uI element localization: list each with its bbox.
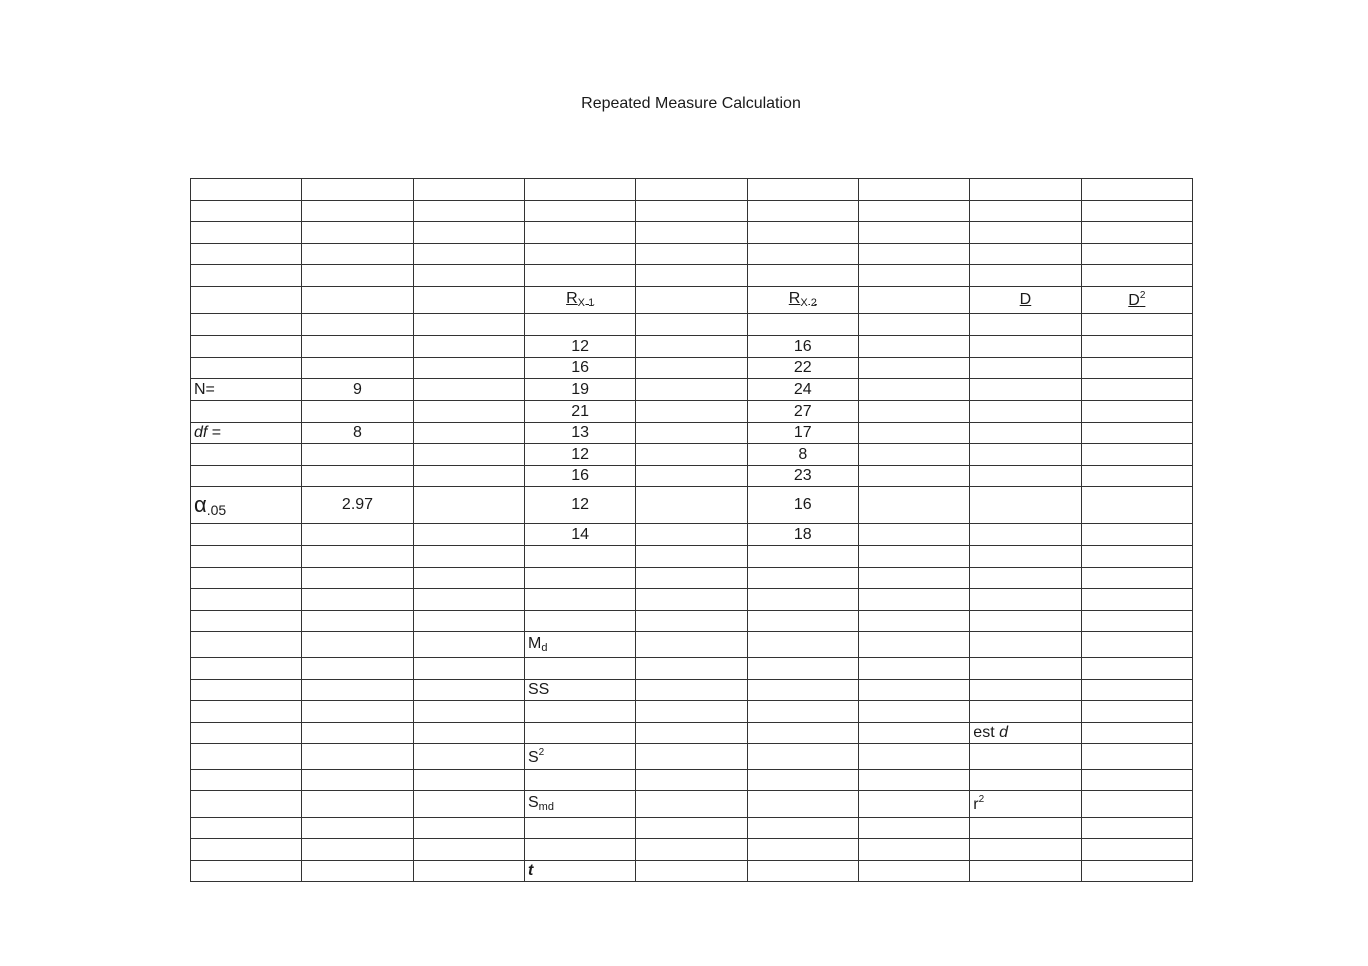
r-squared-label: $r^2$	[970, 791, 1081, 818]
table-row	[191, 568, 1193, 589]
data-row	[191, 524, 1193, 546]
table-row	[191, 701, 1193, 723]
table-row	[191, 265, 1193, 287]
df-value: 8	[302, 423, 413, 444]
critical-t-value: 2.97	[302, 487, 413, 524]
rx1-cell: 12	[524, 336, 635, 358]
variance-label: $S^2$	[524, 744, 635, 770]
table-row	[191, 818, 1193, 839]
rx1-cell: 19	[524, 379, 635, 401]
stat-row	[191, 723, 1193, 744]
table-row	[191, 770, 1193, 791]
rx2-cell: 24	[747, 379, 858, 401]
rx1-cell: 12	[524, 487, 635, 524]
table-row	[191, 179, 1193, 201]
rx2-cell: 22	[747, 358, 858, 379]
page-title: Repeated Measure Calculation	[581, 95, 801, 112]
rx1-cell: 21	[524, 401, 635, 423]
data-row	[191, 444, 1193, 466]
table-row	[191, 314, 1193, 336]
sum-of-squares-label: SS	[524, 680, 635, 701]
data-row	[191, 401, 1193, 423]
rx1-cell: 16	[524, 358, 635, 379]
rx2-cell: 16	[747, 487, 858, 524]
table-row	[191, 222, 1193, 244]
mean-difference-label: $M_d$	[524, 632, 635, 658]
alpha-label: α.05	[191, 487, 302, 524]
rx1-cell: 12	[524, 444, 635, 466]
header-row	[191, 287, 1193, 314]
header-d: D	[970, 287, 1081, 314]
stat-row	[191, 680, 1193, 701]
stat-row	[191, 861, 1193, 882]
n-label: N=	[191, 379, 302, 401]
table-row	[191, 839, 1193, 861]
table-row	[191, 658, 1193, 680]
t-statistic-label: t	[524, 861, 635, 882]
table-row	[191, 611, 1193, 632]
effect-size-label: est d	[970, 723, 1081, 744]
stat-row	[191, 791, 1193, 818]
standard-error-label: $S_{md}$	[524, 791, 635, 818]
rx2-cell: 8	[747, 444, 858, 466]
stat-row	[191, 744, 1193, 770]
header-d-squared: $D^2$	[1081, 287, 1192, 314]
table-row	[191, 589, 1193, 611]
rx2-cell: 16	[747, 336, 858, 358]
stat-row	[191, 632, 1193, 658]
rx1-cell: 14	[524, 524, 635, 546]
calculation-grid	[190, 178, 1193, 882]
rx2-cell: 18	[747, 524, 858, 546]
data-row	[191, 487, 1193, 524]
df-label: df =	[191, 423, 302, 444]
data-row	[191, 423, 1193, 444]
table-row	[191, 201, 1193, 222]
data-row	[191, 379, 1193, 401]
data-row	[191, 358, 1193, 379]
rx2-cell: 17	[747, 423, 858, 444]
data-row	[191, 336, 1193, 358]
rx2-cell: 27	[747, 401, 858, 423]
table-row	[191, 244, 1193, 265]
rx1-cell: 13	[524, 423, 635, 444]
header-rx1: $R_{X 1}$	[524, 287, 635, 314]
header-rx2: $R_{X 2}$	[747, 287, 858, 314]
table-row	[191, 546, 1193, 568]
n-value: 9	[302, 379, 413, 401]
rx2-cell: 23	[747, 466, 858, 487]
data-row	[191, 466, 1193, 487]
rx1-cell: 16	[524, 466, 635, 487]
